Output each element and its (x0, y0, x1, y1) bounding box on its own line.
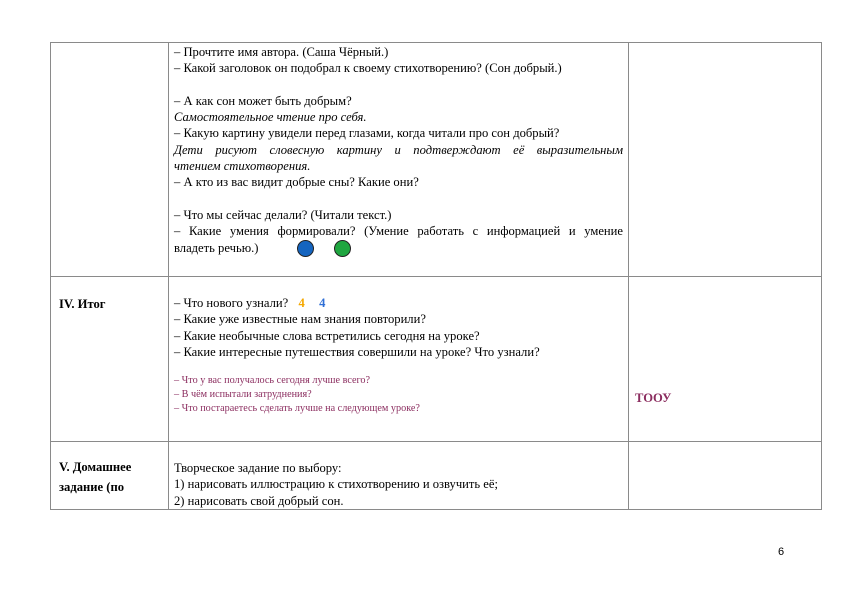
text-line: – Что мы сейчас делали? (Читали текст.) (174, 207, 392, 222)
text-line (174, 295, 623, 311)
stage-title: V. Домашнее (59, 460, 132, 474)
page-number: 6 (778, 546, 785, 558)
lesson-table (50, 42, 822, 510)
reflection-line: – В чём испытали затруднения? (174, 388, 312, 400)
text-line: Творческое задание по выбору: (174, 461, 342, 475)
text-line: – Какую картину увидели перед глазами, когда читали про сон добрый? (174, 126, 560, 141)
text-line: – Какой заголовок он подобрал к своему стихотворению? (Сон добрый.) (174, 61, 562, 76)
stage-title: задание (по (59, 480, 125, 494)
note-label: ТООУ (635, 391, 672, 405)
text-line-italic: Дети рисуют словесную картину и подтверждают её выразительным (174, 142, 623, 157)
stage-cell (59, 294, 164, 314)
text-line: – Какие интересные путешествия совершили на уроке? Что узнали? (174, 344, 540, 359)
text-line: 1) нарисовать иллюстрацию к стихотворению и озвучить её; (174, 477, 498, 492)
text-line: 2) нарисовать свой добрый сон. (174, 493, 344, 508)
stage-cell (59, 457, 164, 497)
text-line: – Какие умения формировали? (Умение работать с информацией и умение (174, 224, 623, 239)
text-fragment: – Что нового узнали? (174, 296, 289, 310)
text-line-italic: Самостоятельное чтение про себя. (174, 110, 367, 125)
text-line: – А кто из вас видит добрые сны? Какие они? (174, 175, 419, 190)
number-badge-orange: 4 (298, 296, 305, 310)
text-line: – А как сон может быть добрым? (174, 93, 352, 108)
green-circle-icon (334, 240, 351, 257)
row1-content (174, 44, 623, 257)
row-divider (51, 276, 821, 277)
stage-title: IV. Итог (59, 297, 106, 311)
blue-circle-icon (297, 240, 314, 257)
text-line-with-circles (174, 240, 623, 258)
text-fragment: владеть речью.) (174, 240, 259, 255)
text-line: – Прочтите имя автора. (Саша Чёрный.) (174, 45, 389, 59)
text-line: – Какие уже известные нам знания повторили? (174, 312, 426, 327)
row2-content (174, 295, 623, 416)
row3-content (174, 460, 623, 509)
reflection-line: – Что постараетесь сделать лучше на следующем уроке? (174, 402, 420, 414)
reflection-line: – Что у вас получалось сегодня лучше всего? (174, 375, 371, 387)
text-line: – Какие необычные слова встретились сегодня на уроке? (174, 328, 480, 343)
text-line-italic: чтением стихотворения. (174, 159, 311, 174)
note-cell (635, 388, 815, 408)
number-badge-blue: 4 (319, 296, 326, 310)
row-divider (51, 441, 821, 442)
